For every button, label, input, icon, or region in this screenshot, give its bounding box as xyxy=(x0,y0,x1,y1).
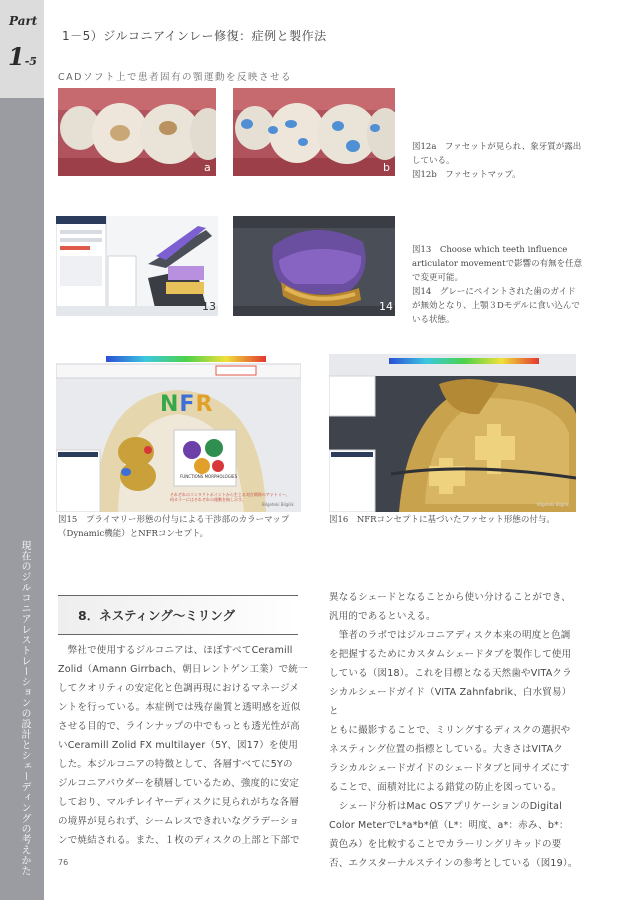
body-line: Zolid（Amann Girrbach、朝日レントゲン工業）で統一 xyxy=(58,664,308,675)
section-heading: 8．ネスティング〜ミリング xyxy=(78,608,235,623)
fig15-note: それぞれのコンタクトポイントから生じる対合関係のアナトミー、何カラーにはそれぞれの運動を指し示す。 xyxy=(170,492,290,502)
body-column-right xyxy=(329,588,581,873)
body-line: してクオリティの安定化と色調再現におけるマネージメ xyxy=(58,683,300,694)
figure-15 xyxy=(56,354,301,512)
caption-fig15: 図15 プライマリー形態の付与による干渉部のカラーマップ（Dynamic機能）とNFRコンセプト。 xyxy=(58,515,290,539)
body-line: ントを行っている。本症例では残存歯質と透明感を近似 xyxy=(58,702,301,713)
body-line: 汎用的であるといえる。 xyxy=(329,611,436,622)
caption-fig12b: 図12b ファセットマップ。 xyxy=(412,170,521,180)
figure-15-color-map xyxy=(56,354,301,512)
sub-heading: CADソフト上で患者固有の顎運動を反映させる xyxy=(58,72,292,83)
caption-fig12a: 図12a ファセットが見られ、象牙質が露出している。 xyxy=(412,142,582,166)
part-number-main: 1 xyxy=(8,42,25,71)
body-line: の境界が見られず、シームレスできれいなグラデーショ xyxy=(58,816,300,827)
figure-12b-label: b xyxy=(383,161,390,174)
sidebar-vertical-title: 現在のジルコニアレストレーションの設計とシェーディングの考えかた xyxy=(19,540,30,876)
body-line: している（図18）。これを目標となる天然歯やVITAクラ xyxy=(329,668,572,679)
figure-12b xyxy=(233,88,395,176)
figure-16-facet-render xyxy=(329,354,576,512)
body-line: ともに撮影することで、ミリングするディスクの選択や xyxy=(329,725,571,736)
nfr-logo xyxy=(160,392,213,417)
body-line: させる目的で、ラインナップの中でもっとも透光性が高 xyxy=(58,721,300,732)
figure-12b-photo xyxy=(233,88,395,176)
caption-fig13-14 xyxy=(412,243,584,327)
part-number-sub: -5 xyxy=(24,55,37,68)
figure-16 xyxy=(329,354,576,512)
body-line: ラシカルシェードガイドのシェードタブと同サイズにす xyxy=(329,763,570,774)
figure-12a xyxy=(58,88,216,176)
body-line: 異なるシェードとなることから使い分けることができ、 xyxy=(329,592,571,603)
part-label: Part xyxy=(9,14,38,28)
body-line: を把握するためにカスタムシェードタブを製作して使用 xyxy=(329,649,572,660)
body-line: 否、エクスターナルステインの参考としている（図19）。 xyxy=(329,858,578,869)
part-number xyxy=(8,42,37,71)
body-line: Color MeterでL*a*b*値（L*：明度、a*：赤み、b*： xyxy=(329,820,569,831)
body-line: ネスティング位置の指標としている。大きさはVITAク xyxy=(329,744,563,755)
body-line: 弊社で使用するジルコニアは、ほぼすべてCeramill xyxy=(58,645,293,656)
body-line: した。本ジルコニアの特徴として、各層すべてに5Yの xyxy=(58,759,293,770)
body-line: ることで、面積対比による錯覚の防止を図っている。 xyxy=(329,782,562,793)
caption-fig13: 図13 Choose which teeth influence articulator movementで影響の有無を任意で変更可能。 xyxy=(412,245,583,283)
body-line: ジルコニアパウダーを積層しているため、強度的に安定 xyxy=(58,778,300,789)
body-line: シェード分析はMac OSアプリケーションのDigital xyxy=(329,801,562,812)
figure-14-label: 14 xyxy=(379,300,393,313)
figure-13 xyxy=(56,216,218,316)
section-title: 1－5）ジルコニアインレー修復：症例と製作法 xyxy=(62,29,327,43)
figure-13-label: 13 xyxy=(202,300,216,313)
fig16-watermark: Bilgeteki Bilgilik xyxy=(537,502,569,507)
body-column-left xyxy=(58,641,308,850)
fig15-panel-title: FUNCTIONS MORPHOLOGIES xyxy=(180,474,238,479)
caption-fig16: 図16 NFRコンセプトに基づいたファセット形態の付与。 xyxy=(329,515,555,525)
body-line: シカルシェードガイド（VITA Zahnfabrik、白水貿易）と xyxy=(329,687,572,717)
body-line: しており、マルチレイヤーディスクに見られがちな各層 xyxy=(58,797,300,808)
page-number: 76 xyxy=(58,858,69,867)
body-line: 筆者のラボではジルコニアディスク本来の明度と色調 xyxy=(329,630,571,641)
body-line: 黄色み）を比較することでカラーリングリキッドの要 xyxy=(329,839,562,850)
figure-13-software-screenshot xyxy=(56,216,218,316)
figure-12a-photo xyxy=(58,88,216,176)
figure-12a-label: a xyxy=(204,161,211,174)
caption-fig14: 図14 グレーにペイントされた歯のガイドが無効となり、上顎３Dモデルに食い込んでいる状態。 xyxy=(412,287,580,325)
caption-fig12 xyxy=(412,140,584,182)
figure-14 xyxy=(233,216,395,316)
section-heading-bar xyxy=(58,595,298,635)
fig15-watermark: Bilgeteki Bilgilik xyxy=(262,502,294,507)
body-line: いCeramill Zolid FX multilayer（5Y、図17）を使用 xyxy=(58,740,299,751)
body-line: ンで焼結される。また、１枚のディスクの上部と下部で xyxy=(58,835,300,846)
nfr-logo-text: NFR xyxy=(160,392,214,417)
figure-14-3d-model xyxy=(233,216,395,316)
